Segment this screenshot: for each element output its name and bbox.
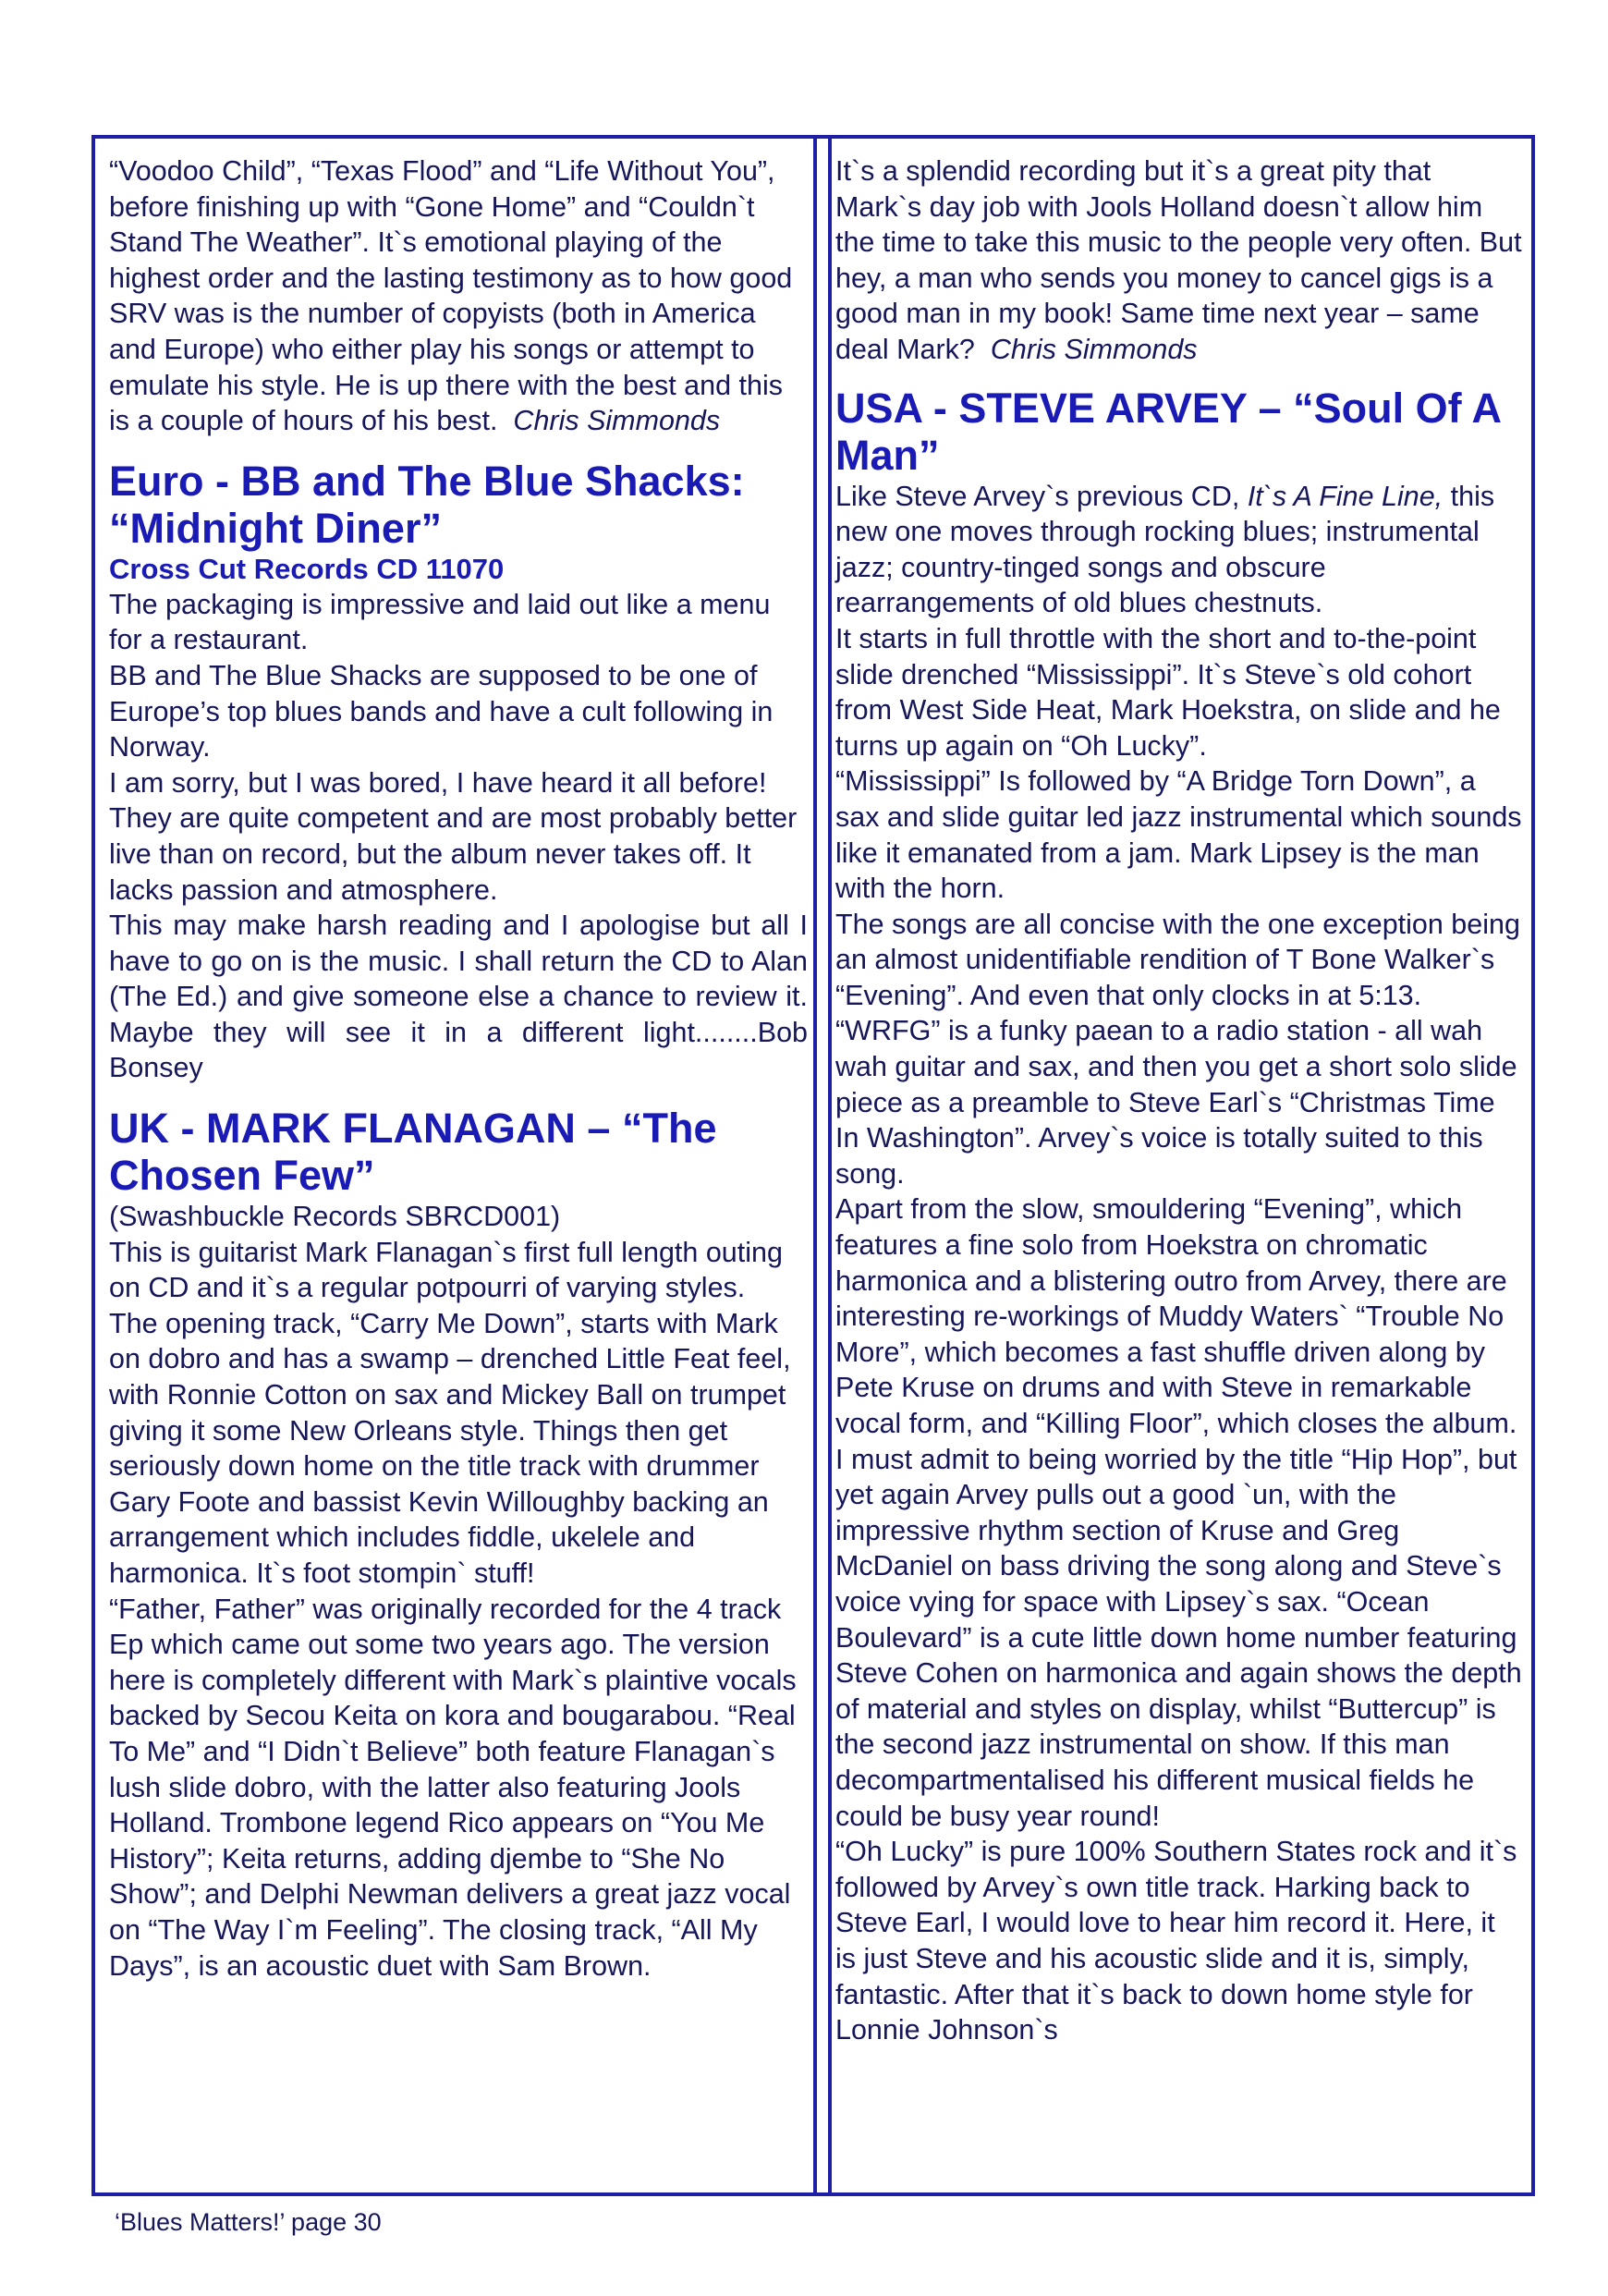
usa-review-paragraph	[835, 479, 1523, 621]
flanagan-review-author: Chris Simmonds	[990, 333, 1198, 365]
uk-review-label: (Swashbuckle Records SBRCD001)	[109, 1201, 561, 1233]
usa-review-paragraph: The songs are all concise with the one exception being an almost unidentifiable rendition of T Bone Walker`s “Evening”. And even that only clocks in at 5:13.	[835, 908, 1520, 1011]
page-footer: ‘Blues Matters!’ page 30	[115, 2208, 382, 2236]
srv-review-author: Chris Simmonds	[513, 405, 721, 437]
euro-review-paragraph: I am sorry, but I was bored, I have heard it all before! They are quite competent and are most probably better live than on record, but the album never takes off. It lacks passion and atmosphere.	[109, 766, 798, 906]
uk-review-paragraph: This is guitarist Mark Flanagan`s first full length outing on CD and it`s a regular potpourri of varying styles.	[109, 1236, 783, 1304]
euro-review-heading: Euro - BB and The Blue Shacks: “Midnight Diner”	[109, 457, 745, 552]
usa-review-paragraph: I must admit to being worried by the title “Hip Hop”, but yet again Arvey pulls out a good `un, with the impressive rhythm section of Kruse and Greg McDaniel on bass driving the song along and Steve`s voice vying for space with Lipsey`s sax. “Ocean Boulevard” is a cute little down home number featuring Steve Cohen on harmonica and again shows the depth of material and styles on display, whilst “Buttercup” is the second jazz instrumental on show. If this man decompartmentalised his different musical fields he could be busy year round!	[835, 1443, 1522, 1832]
left-column	[109, 153, 808, 1984]
usa-review-lead: Like Steve Arvey`s previous CD,	[835, 480, 1240, 512]
usa-review-paragraph: Apart from the slow, smouldering “Evening”, which features a fine solo from Hoekstra on chromatic harmonica and a blistering outro from Arvey, there are interesting re-workings of Muddy Waters` “Trouble No More”, which becomes a fast shuffle driven along by Pete Kruse on drums and with Steve in remarkable vocal form, and “Killing Floor”, which closes the album.	[835, 1193, 1517, 1439]
flanagan-review-text: It`s a splendid recording but it`s a great pity that Mark`s day job with Jools Holland doesn`t allow him the time to take this music to the people very often. But hey, a man who sends you money to cancel gigs is a good man in my book! Same time next year – same deal Mark?	[835, 155, 1522, 365]
usa-review-paragraph: “Mississippi” Is followed by “A Bridge Torn Down”, a sax and slide guitar led jazz instrumental which sounds like it emanated from a jam. Mark Lipsey is the man with the horn.	[835, 765, 1522, 905]
previous-album-title: It`s A Fine Line,	[1247, 480, 1444, 512]
usa-review-heading: USA - STEVE ARVEY – “Soul Of A Man”	[835, 384, 1501, 479]
uk-review-paragraph: “Father, Father” was originally recorded for the 4 track Ep which came out some two years ago. The version here is completely different with Mark`s plaintive vocals backed by Secou Keita on kora and bougarabou. “Real To Me” and “I Didn`t Believe” both feature Flanagan`s lush slide dobro, with the latter also featuring Jools Holland. Trombone legend Rico appears on “You Me History”; Keita returns, adding djembe to “She No Show”; and Delphi Newman delivers a great jazz vocal on “The Way I`m Feeling”. The closing track, “All My Days”, is an acoustic duet with Sam Brown.	[109, 1593, 797, 1982]
usa-review-lead-rest: this new one moves through rocking blues; instrumental jazz; country-tinged songs and obscure rearrangements of old blues chestnuts.	[835, 480, 1495, 619]
euro-review-paragraph: This may make harsh reading and I apologise but all I have to go on is the music. I shall return the CD to Alan (The Ed.) and give someone else a chance to review it. Maybe they will see it in a different light........Bob Bonsey	[109, 910, 808, 1084]
euro-review-paragraph: BB and The Blue Shacks are supposed to be one of Europe’s top blues bands and have a cult following in Norway.	[109, 659, 774, 763]
usa-review-paragraph: “Oh Lucky” is pure 100% Southern States rock and it`s followed by Arvey`s own title track. Harking back to Steve Earl, I would love to hear him record it. Here, it is just Steve and his acoustic slide and it is, simply, fantastic. After that it`s back to down home style for Lonnie Johnson`s	[835, 1836, 1517, 2046]
usa-review-paragraph: It starts in full throttle with the short and to-the-point slide drenched “Mississippi”. It`s Steve`s old cohort from West Side Heat, Mark Hoekstra, on slide and he turns up again on “Oh Lucky”.	[835, 622, 1501, 762]
column-divider	[813, 135, 832, 2196]
uk-review-heading: UK - MARK FLANAGAN – “The Chosen Few”	[109, 1105, 717, 1200]
euro-review-paragraph: The packaging is impressive and laid out like a menu for a restaurant.	[109, 588, 771, 656]
srv-review-ending	[109, 153, 808, 439]
euro-review-label: Cross Cut Records CD 11070	[109, 552, 505, 585]
flanagan-review-ending	[835, 153, 1523, 368]
usa-review-paragraph: “WRFG” is a funky paean to a radio station - all wah wah guitar and sax, and then you get a short solo slide piece as a preamble to Steve Earl`s “Christmas Time In Washington”. Arvey`s voice is totally suited to this song.	[835, 1015, 1517, 1190]
right-column	[835, 153, 1523, 2048]
srv-review-text: “Voodoo Child”, “Texas Flood” and “Life Without You”, before finishing up with “Gone Home” and “Couldn`t Stand The Weather”. It`s emotional playing of the highest order and the lasting testimony as to how good SRV was is the number of copyists (both in America and Europe) who either play his songs or attempt to emulate his style. He is up there with the best and this is a couple of hours of his best.	[109, 155, 793, 437]
uk-review-paragraph: The opening track, “Carry Me Down”, starts with Mark on dobro and has a swamp – drenched Little Feat feel, with Ronnie Cotton on sax and Mickey Ball on trumpet giving it some New Orleans style. Things then get seriously down home on the title track with drummer Gary Foote and bassist Kevin Willoughby backing an arrangement which includes fiddle, ukelele and harmonica. It`s foot stompin` stuff!	[109, 1307, 791, 1589]
